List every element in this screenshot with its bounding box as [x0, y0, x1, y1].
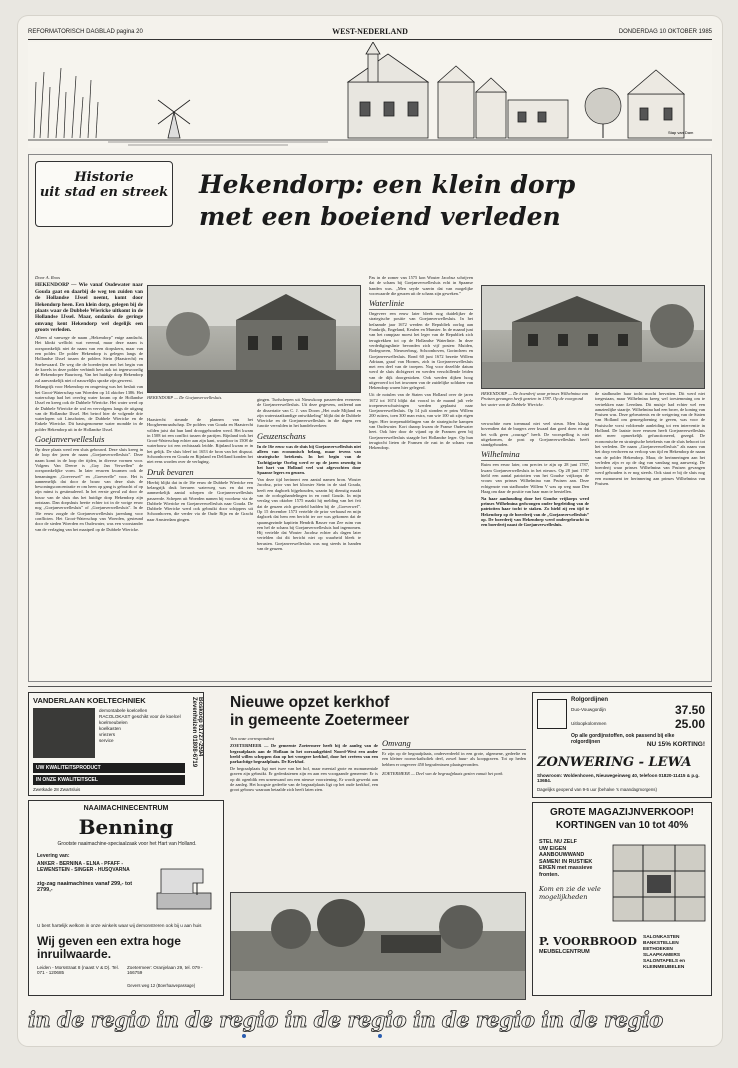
ad-benning-note: Gevers weg 12 (Boerhaavepassage) [127, 983, 196, 988]
ad-benning-header: NAAIMACHINECENTRUM [83, 805, 169, 812]
ad-benning-big: Wij geven een extra hoge inruilwaarde. [37, 934, 181, 961]
col5-bold-paragraph: Na haar aanhouding door het Goudse vrijkorps werd prinses Wilhelmina gedwongen onder begeleiding van de patriotten haar tocht te staken. Zo hield zij een tijd te Hekendorp op de boerderij van de „Goejanverwellesluis” op. De boerderij van Hekendorp werd ondergebracht in een boerderij naast de Goejanverwellesluis. [481, 495, 589, 528]
col6-paragraph-1: de stadhouder haar tocht mocht hervatten. Dit werd niet toegestaan, maar Wilhelmina kreeg wel toestemming om te vertrekken naar Leerdam. Dit muisje had echter wel een aanzienlijke staartje. Wilhelmina had een broer, de koning van Pruisen was. Deze gebeurtenis en de weigering van de Staten van Holland om genoegdoening te geven, was voor de Pruisische vorst voldoende aanleiding tot een interventie in Holland. De laatste twee eeuwen heeft Goejanverwellesluis niet meer opmerkelijk gefunctioneerd, gezegd. De economische en strategische betekenis van de sluis behoort tot het verleden. De naam „Goejanverwellesluis” als naam van het dorp verdween na verloop van tijd en Hekendorp de naam van de polder Hekendorp. Maar, de herinneringen aan het verleden zijn er op de dag van vandaag nog aanwezig. De boerderij waar prinses Wilhelmina van Pruisen gevangen werd gehouden is er nog steeds. Ook staat er bij de sluis nog een monument ter herinnering aan prinses Wilhelmina van Pruisen. [595, 391, 705, 487]
lewa-logo-icon [537, 699, 567, 729]
ad-item: vriezers [99, 732, 116, 737]
photo-boerderij [481, 285, 705, 389]
col3-paragraph-2: Van deze tijd herinnert een aantal namen bron. Wouter Jacobsz, prior van het klooster Stein in de stad Gouda, heeft een dagboek bijgehouden, waarin hij dienstig maakt van de oorlogshandelingen in en rond Gouda. In mijn verslag van oktober 1575 maakt hij melding van het feit dat de geuzen zich gesetteld hadden bij de „Goeverwel”. Op 15 december 1573 vertelde de prior verbaasd en mijn dagboek dat hem een bericht ter ore was gekomen dat de spaansgezinde kapitein Hendrik Rasser van Zee ruim van een hel de schans bij Goejanverwellesluis had ingenomen. Hij vertelde dat Wouter Jacobsz echter als dagen later vertelden dat dit bericht niet op waarheid bleek te berusten. Goejanverwellesluis was nog steeds in handen van de geuzen. [257, 477, 361, 552]
ad-zonwering-pct: NU 15% KORTING! [646, 741, 705, 748]
pitch-line: SAMEN! IN RUSTIEK [539, 858, 593, 865]
scan-marker [378, 1034, 382, 1038]
ad-benning-zigzag: zig-zag naaimachines vanaf 299,- tot 2799,- [37, 881, 133, 893]
col4-paragraph-1: Pas in de zomer van 1575 kon Wouter Jacobsz schrijven dat de schans bij Goejanverwellesluis echt in Spaanse handen was. „Men seyde waerin dat van mogelijke voorwaarde die geuzen uit de schans zijn geweken.” [369, 275, 473, 296]
newspaper-page [18, 16, 722, 1046]
ad-koeltechniek-address: Zwetkade 28 Zwartsluis [33, 787, 81, 792]
article-column-3 [257, 397, 361, 675]
ad-zonwering-line-2: Uitloopkolommen [571, 721, 607, 726]
illustrator-signature: Stap van Dam [668, 130, 694, 135]
kerkhof-headline [230, 694, 526, 730]
pitch-line: UW EIGEN [539, 845, 567, 852]
ad-benning-brands: ANKER - BERNINA - ELNA - PFAFF - LEWENSTEIN - SINGER - HUSQVARNA [37, 861, 130, 873]
article-column-1 [35, 275, 143, 675]
article-byline: Door A. Roos [35, 275, 61, 280]
ad-zonwering [532, 692, 712, 798]
headline-line-2: met een boeiend verleden [199, 202, 561, 231]
product-line: EETHOEKEN [643, 947, 673, 952]
ad-voorbrood-kom: Kom en zie de vele mogelijkheden [539, 885, 601, 901]
photo-sluis-caption: HEKENDORP — De Goejanverwellesluis. [147, 395, 223, 400]
town-skyline-illustration [28, 42, 712, 148]
kerkhof-paragraph-2: Er zijn op de begraafplaats, onderverdeeld in een grote, algemene, gedeelte en een kleiner rooms-katholiek deel, zowel huur- als koopgraven. Tot op heden hebben er ongeveer 450 begrafenissen plaatsgevonden. [382, 751, 526, 767]
product-line: BANKSTELLEN [643, 941, 679, 946]
kerkhof-byline: Van onze correspondent [230, 736, 274, 741]
article-column-6 [595, 391, 705, 675]
ad-benning [28, 800, 224, 996]
ad-benning-shop-2: Zoetermeer: Oranjelaan 29, tel. 079 - 166759 [127, 965, 203, 975]
article-column-2 [147, 417, 253, 675]
ad-benning-shop-1: Leiden - Morsstraat 8 (naast V & D). Tel. 071 - 120685 [37, 965, 119, 975]
masthead-paper: REFORMATORISCH DAGBLAD pagina 20 [28, 29, 143, 35]
ad-voorbrood-company: P. VOORBROOD [539, 935, 637, 948]
col4-paragraph-2: Ongeveer een eeuw later bleek nog duidelijker de strategische positie van Goejanverwellesluis. In het befaamde jaar 1672 werden de Republiek oorlog aan Frankrijk, Engeland, Keulen en Munster. In de maand juni van het rampjaar moest het leger van de Republiek zich terugtrekken tot op de Hollandse Waterlinie. In deze verdedigingslinie bevonden zich vijf posten: Muiden, Bodegraven, Nieuwerbrug, Schoonhoven, Gorinchem en Goejanverwellesluis. Rond 60 juni 1672 bezette Willem Adriaan, graaf van Hornes, zich in Goejanverwellesluis met een deel van de troepen. Nog voor dezelfde datum werd de sluis dichtgezet en werden verschillende leiden van de dijk doorgestoken. Ook werden dijken hoog uitgevoerd tot het inwonen van de zuidelijke soldaten van Hekendorp waren hier gelegerd. [369, 311, 473, 391]
product-line: SLAAPKAMERS [643, 953, 681, 958]
subhead-druk-bevaren: Druk bevaren [147, 467, 253, 479]
product-line: SALONKASTEN [643, 935, 680, 940]
ad-item: koelkasten [99, 726, 121, 731]
history-article [28, 154, 712, 682]
logo-line-2: uit stad en streek [39, 185, 169, 200]
pitch-line: AANBOUWWAND [539, 852, 585, 859]
photo-begraafplaats [230, 892, 526, 1000]
subhead-geuzenschans: Geuzenschans [257, 431, 361, 443]
col1-paragraph-1: Alleen al vanwege de naam „Hekendorp” enige aandacht. Het klinkt wellicht wat vreemd, maar deze naam is oorspronkelijk niet de naam van een dorpskern, maar van een polder. De polder Hekendorp is gelegen langs de Hollandse IJssel tussen de polders Stein (Haastrecht) en Snelrewaard. De weg die de boerderijen met het begin van de kavels in deze polder verbindt heet ook tot tegenwoordig de Hekendorper Buurtweg. Van het huidige dorp Hekendorp zal aanvankelijk niet of nauwelijks sprake zijn geweest. [35, 335, 143, 383]
col4-paragraph-3: Uit de notulen van de Staten van Holland over de jaren 1672 tot 1674 blijkt dat vooral in de maand juli vele troepenverschuivingen werden geplaatst naar Goejanverwellesluis. Op 14 juli stonden er prins Willem 200 ruiters, toen 300 man extra, van wie 100 uit zijn eigen leger. Hier troepenafdelingen van de strategische kampen van Oudewater. Kort daarop kwam de Franse Oudewater heet. Ook hier door de vijand op de Fransen geen bij Goejanverwellesluis staagde het Hollandse leger. Op hun terugtocht lieten de Fransen de rust in de schans van Hekendorp. [369, 392, 473, 451]
ad-zonwering-deal: Op alle gordijnstoffen, ook passend bij elke rolgordijnen [571, 733, 675, 745]
article-lead: HEKENDORP — Wie vanaf Oudewater naar Gouda gaat en daarbij de weg ten zuiden van de Hollandse IJssel neemt, komt door Hekendorp heen. Een klein dorp, gelegen bij de plaats waar de Dubbele Wiericke uitkomt in de Hollandse IJssel. Maar, ondanks de geringe omvang kent Hekendorp wel degelijk een groots verleden. [35, 282, 143, 334]
masthead [28, 26, 712, 40]
ad-koeltechniek-list [99, 708, 185, 744]
kerkhof-headline-line-1: Nieuwe opzet kerkhof [230, 694, 390, 711]
ad-zonwering-brand: ZONWERING - LEWA [537, 755, 692, 770]
subhead-waterlinie: Waterlinie [369, 298, 473, 310]
ad-zonwering-price-1: 37.50 [674, 703, 705, 717]
ad-zonwering-hours: Dagelijks geopend van 9-5 uur (behalve 's maandagmorgens) [537, 787, 657, 792]
ad-koeltechniek-title: VANDERLAAN KOELTECHNIEK [33, 696, 146, 705]
col5-paragraph-1: verwachtte men toenmaal niet veel steun. Men klaagt bovendien dat de burgers zeer kwaad dan goed doen en dat het volk geen „courage” heeft. De voorspelling is niet uitgekomen, de post op Goejanverwellesluis heeft standgehouden. [481, 421, 589, 448]
pitch-line: fronten. [539, 871, 560, 878]
col1-paragraph-2: Belangrijk voor Hekendorp en omgeving was het besluit van het Groot-Waterschap van Woerden op 14 oktober 1386. Het waterschap had het overleg water kwam op de Hollandse IJssel en kreeg ook de Dubbele Wiericke. Het water werd op de Dubbele Wiericke de wal en vervolgens langs de uitgang van de Hollandse IJssel. Het betrof hier de volgende drie waterlopen uit Linschoten, de Dubbele Wiericke en de Enkele Wiericke. Dit basisgenomene water mondde in de polder Hekendorp uit in de Hollandse IJssel. [35, 384, 143, 432]
pitch-line: EIKEN met massieve [539, 865, 593, 872]
kerkhof-paragraph-1: De begraafplaats ligt met twee van het hof, maar meestal grote en monumentale graven zijn gebruikt. Er gedenkstenen zijn en aan een voorgaande gemeente: Er is op dit ogenblik een urnenwand om een nieuwe voorziening. Er wordt gewerkt aan de aanleg. Het hoogste gedeelte van de begraafplaats ligt op het oude kerkhof, een groot gebouw waaraan betaalde zich heeft laten zien. [230, 766, 378, 793]
ad-item: koelmeubelen [99, 720, 128, 725]
headline-line-1: Hekendorp: een klein dorp [199, 170, 576, 199]
ad-koeltechniek-photo [33, 708, 95, 758]
masthead-date: DONDERDAG 10 OKTOBER 1985 [618, 29, 712, 35]
ad-koeltechniek-badge-1: UW KWALITEITSPRODUCT [33, 763, 185, 773]
ad-benning-brand: Benning [78, 815, 174, 839]
col2-paragraph-1: Haastrecht steunde de plannen van het Hoogheemraadschap. De polders van Gouda en Haastrecht wilden juist dat hun land drooggehouden werd. Het kwam in 1508 tot een conflict tussen de partijen. Rijnland trok het Groot-Waterschap echter aan zijn kant, waardoor in 1508 de waterbouw tot een rechtszaak leidde. Rijnland kwam er in het gelijk. De sluis bleef tot 1653 de bron van het dispuut. Schoonhoven en Gouda en Rijnland en Delfland konden het niet eens worden over de verlaging. [147, 417, 253, 465]
masthead-section: WEST-NEDERLAND [332, 27, 408, 36]
ad-item: RACOLOKAST geschikt voor de koelcel [99, 714, 181, 719]
photo-sluis [147, 285, 361, 393]
kerkhof-lead: ZOETERMEER — De gemeente Zoetermeer heeft bij de aanleg van de begraafplaats aan de Hoflaan in het oorzaakgebied Noord-West een ander beeld willen scheppen dan op het vroegere kerkhof, door het creëren van een parkachtige begraafplaats. De Kerkhof. [230, 743, 378, 765]
regio-banner: in de regio in de regio in de regio in de regio in de regio [28, 1008, 663, 1032]
subhead-wilhelmina: Wilhelmina [481, 449, 589, 461]
col5-paragraph-2: Ruim een eeuw later, om precies te zijn op 28 juni 1787, kwam Goejanverwellesluis in het nieuws. Op 28 juni 1787 hield een aantal patriotten van het Goudse vrijkorps de vrouw van prinses Wilhelmina van Pruisen aan. Deze echtgenote van stadhouder Willem V was op weg naar Den Haag om daar de positie van haar man te herstellen. [481, 462, 589, 494]
ad-voorbrood-list [643, 935, 709, 971]
kerkhof-column-1 [230, 736, 378, 888]
ad-zonwering-line-1: Duo-Vouwgordijn [571, 707, 606, 712]
pitch-line: STEL NU ZELF [539, 839, 577, 845]
ad-koeltechniek-badge-2: IN ONZE KWALITEITSCEL [33, 775, 185, 785]
sewing-machine-icon [153, 859, 215, 917]
ad-item: service [99, 738, 114, 743]
scan-marker [242, 1034, 246, 1038]
ad-koeltechniek-phones: Boskoop 01727-2594 Zevenhuizen 01808-6719 [191, 697, 203, 768]
ad-zonwering-heading: Rolgordijnen [571, 697, 608, 703]
kerkhof-column-2 [382, 736, 526, 888]
history-section-logo [35, 161, 173, 227]
logo-line-1: Historie [74, 170, 134, 185]
col3-bold-paragraph: In de 16e eeuw was de sluis bij Goejanverwellesluis niet alleen van economisch belang, maar tevens van strategische betekenis. In het begin van de Tachtigjarige Oorlog werd er op de jaren zesentig in het hart van Holland veel wat afgevochten door Spaanse legers en geuzen. [257, 443, 361, 476]
kerkhof-caption: ZOETERMEER — Deel van de begraafplaats gezien vanuit het park. [382, 770, 504, 776]
col1-paragraph-3: Op deze plaats werd een sluis gebouwd. Deze sluis kreeg in de loop der jaren de naam „Goejanverwellesluis”. Deze naam komt in de loop der tijden, in diverse vormen voor. Volgens Van Deerre is „Goy Jan Verwellen” de oorspronkelijke vorm. In later eeuwen kwamen ook de benamingen „Goeverwel” en „Goeverelle” voor. Het is aannemelijk dat door de bouw van deze sluis de bewoningsconcentratie er om heen op gang is gebracht of op zijn minst is gestimuleerd. In het eerste geval zal door de bouw van de sluis dus het huidige dorp Hekendorp zijn ontstaan. Dan dorpshuis heette echter tot in de vorige eeuw nog „Goejanverwellesluis” of „Goejanverwellesluis”. In de 16e eeuw zorgde de Goejanverwellesluis jarenlang voor conflicten. Het Groot-Waterschap van Woerden, gesteund door de steden Woerden en Oudewater, was een voorstander van de verlaging van het maaipeil op de Dubbele Wiericke. [35, 447, 143, 532]
photo-boerderij-caption: HEKENDORP — De boerderij waar prinses Wilhelmina van Pruisen gevangen heeft gezeten in 1787. Op de voorgrond het water van de Dubbele Wiericke. [481, 391, 588, 407]
subhead-goejanverwellesluis: Goejanverwellesluis [35, 434, 143, 446]
article-column-4 [369, 275, 473, 675]
ad-voorbrood-company-sub: MEUBELCENTRUM [539, 949, 590, 955]
col2-paragraph-2: Hierbij blijkt dat in de 16e eeuw de Dubbele Wiericke een belangrijk druk bevaren waterweg was en dat een aanmerkelijk aantal schepen de Goejanverwellesluis passeerde. Schepen uit Woerden namen bij voorkeur via de Dubbele Wiericke en Goejanverwellesluis naar Gouda. De Dubbele Wiericke werd ook gebruikt door schippers uit Schoonhoven, die verder via de Oude Rijn en de Gracht naar Amsterdam gingen. [147, 479, 253, 522]
ad-voorbrood-banner-1: GROTE MAGAZIJNVERKOOP! [550, 807, 694, 818]
article-headline [199, 169, 699, 233]
ad-benning-levering: Levering van: [37, 853, 70, 859]
article-column-5 [481, 421, 589, 675]
kerkhof-headline-line-2: in gemeente Zoetermeer [230, 712, 410, 729]
col3-paragraph-1: gingen. Turfschepen uit Nieuwkoop passeerden eveneens de Goejanverwellesluis. Uit deze gegevens, ontleend aan de dissertatie van C. J. van Doorn „Het oude Mijland en zijn waterstaatkundige ontwikkeling” blijkt dat de Dubbele Wiericke en de Goejanverwellesluis in die dagen een functie vervulden in het handelsverkeer. [257, 397, 361, 429]
ad-item: demontabele koelcellen [99, 708, 148, 713]
subhead-omvang: Omvang [382, 738, 526, 750]
ad-benning-offer: U bent hartelijk welkom in onze winkels waar wij demonstreren ook bij u aan huis [37, 923, 202, 928]
ad-voorbrood-banner-2: KORTINGEN van 10 tot 40% [555, 820, 689, 831]
ad-voorbrood [532, 802, 712, 996]
ad-voorbrood-pitch [539, 839, 607, 879]
wall-unit-icon [611, 841, 707, 925]
product-line: SALONTAFELS en KLEINMEUBELEN [643, 959, 686, 970]
ad-koeltechniek [28, 692, 204, 796]
ad-zonwering-price-2: 25.00 [674, 717, 705, 731]
ad-benning-slogan: Grootste naaimachine-speciaalzaak voor het Hart van Holland. [57, 841, 197, 847]
section-divider [28, 686, 712, 687]
ad-zonwering-address: Showroom: Woldenhoven, Nieuwegeinweg 40, telefoon 01820-11415 & p.g. 13684. [537, 773, 700, 783]
